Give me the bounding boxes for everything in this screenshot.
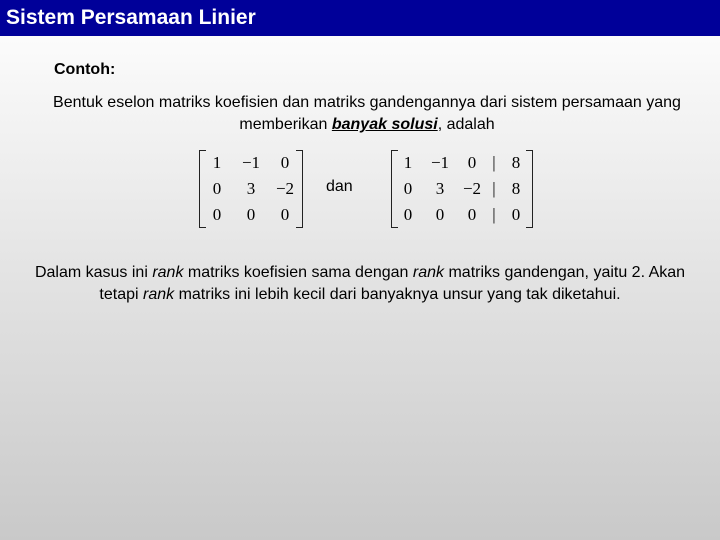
rank-term: rank — [412, 264, 445, 281]
matrix-cell: 0 — [212, 205, 222, 224]
explanation-text: matriks ini lebih kecil dari banyaknya unsur yang tak diketahui. — [174, 286, 621, 303]
intro-text-after: , adalah — [437, 116, 495, 133]
matrix-row — [200, 202, 302, 228]
augmented-matrix — [391, 150, 533, 228]
rank-term: rank — [152, 264, 184, 281]
slide-title: Sistem Persamaan Linier — [0, 0, 720, 36]
coefficient-matrix — [199, 150, 303, 228]
matrix-cell: −2 — [275, 179, 295, 198]
matrix-cell: 0 — [403, 179, 413, 198]
matrix-row — [392, 176, 532, 202]
matrix-cell: 0 — [435, 205, 445, 224]
augment-separator: | — [492, 153, 496, 172]
intro-text-before: Bentuk eselon matriks koefisien dan matriks gandengannya dari sistem persamaan yang memberikan — [53, 94, 681, 133]
matrix-cell: 0 — [511, 205, 521, 224]
matrix-cell: 0 — [280, 205, 290, 224]
matrix-row — [200, 150, 302, 176]
matrix-cell: −2 — [462, 179, 482, 198]
matrix-cell: 3 — [435, 179, 445, 198]
matrix-cell: 0 — [467, 153, 477, 172]
matrix-cell: 0 — [212, 179, 222, 198]
explanation-text: matriks gandengan, yaitu 2. Akan tetapi — [99, 264, 686, 303]
matrix-cell: 3 — [246, 179, 256, 198]
intro-paragraph — [40, 92, 694, 136]
matrix-cell: 0 — [280, 153, 290, 172]
intro-emphasis: banyak solusi — [331, 116, 438, 133]
matrix-cell: 0 — [403, 205, 413, 224]
example-heading: Contoh: — [54, 61, 116, 78]
matrix-cell: −1 — [430, 153, 450, 172]
rank-term: rank — [143, 286, 175, 303]
matrix-cell: 1 — [212, 153, 222, 172]
explanation-text: Dalam kasus ini — [34, 264, 153, 281]
matrix-cell: 0 — [246, 205, 256, 224]
explanation-paragraph — [15, 262, 705, 306]
explanation-text: matriks koefisien sama dengan — [183, 264, 413, 281]
augment-separator: | — [492, 205, 496, 224]
matrix-row — [392, 150, 532, 176]
augment-separator: | — [492, 179, 496, 198]
matrix-cell: 8 — [511, 153, 521, 172]
matrix-row — [200, 176, 302, 202]
matrix-cell: 8 — [511, 179, 521, 198]
matrix-cell: −1 — [241, 153, 261, 172]
connector-text: dan — [326, 178, 353, 195]
matrix-cell: 1 — [403, 153, 413, 172]
matrix-row — [392, 202, 532, 228]
matrix-cell: 0 — [467, 205, 477, 224]
